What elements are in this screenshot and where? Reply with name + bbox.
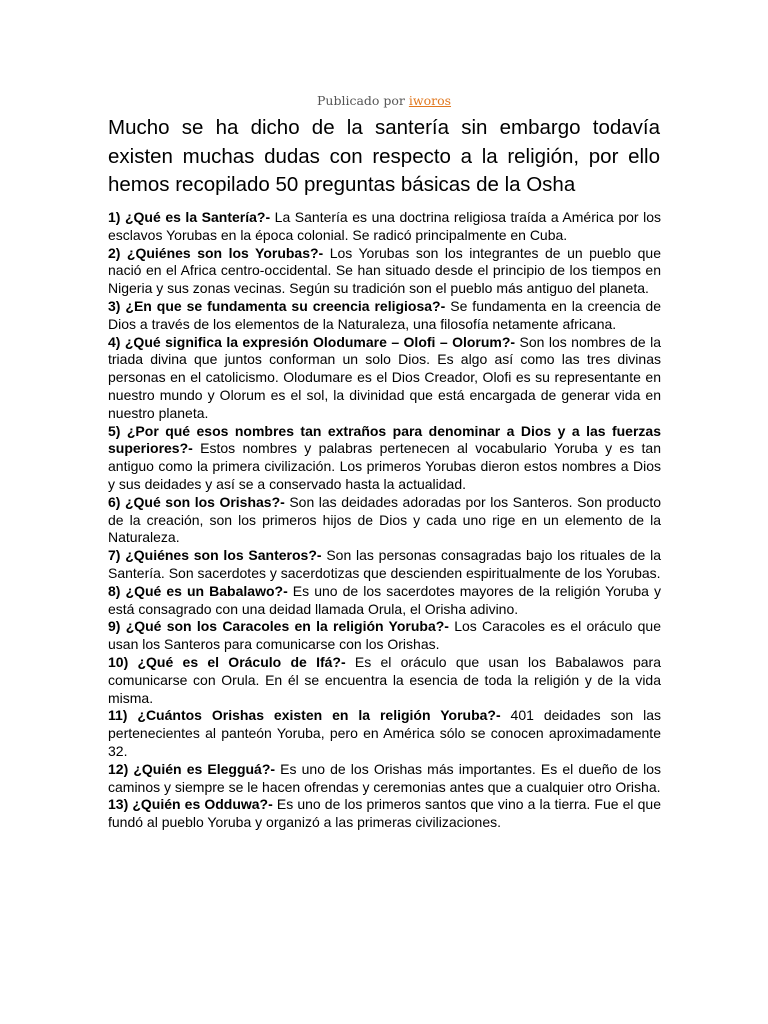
question-text: 8) ¿Qué es un Babalawo?- [108, 582, 288, 599]
question-text: 3) ¿En que se fundamenta su creencia religiosa?- [108, 297, 446, 314]
byline [0, 93, 768, 108]
answer-text: Es uno de los sacerdotes mayores de la religión Yoruba y está consagrado con una deidad llamada Orula, el Orisha adivino. [108, 582, 661, 617]
question-item [108, 547, 661, 583]
question-item [108, 583, 661, 619]
question-text: 5) ¿Por qué esos nombres tan extraños para denominar a Dios y a las fuerzas superiores?- [108, 422, 661, 457]
answer-text: Son las personas consagradas bajo los rituales de la Santería. Son sacerdotes y sacerdotizas que descienden espiritualmente de los Yorubas. [108, 547, 661, 581]
question-text: 13) ¿Quién es Odduwa?- [108, 796, 273, 813]
question-item [108, 761, 661, 797]
question-text: 11) ¿Cuántos Orishas existen en la religión Yoruba?- [108, 707, 501, 724]
question-text: 10) ¿Qué es el Oráculo de Ifá?- [108, 653, 346, 670]
question-item [108, 654, 661, 707]
question-item [108, 494, 661, 547]
answer-text: Los Caracoles es el oráculo que usan los Santeros para comunicarse con los Orishas. [108, 618, 661, 653]
answer-text: Es el oráculo que usan los Babalawos para comunicarse con Orula. En él se encuentra la esencia de toda la religión y de la vida misma. [108, 653, 661, 706]
answer-text: Es uno de los primeros santos que vino a la tierra. Fue el que fundó al pueblo Yoruba y organizó a las primeras civilizaciones. [108, 796, 661, 831]
author-link[interactable]: iworos [408, 93, 452, 108]
question-text: 7) ¿Quiénes son los Santeros?- [108, 547, 322, 564]
question-text: 4) ¿Qué significa la expresión Olodumare – Olofi – Olorum?- [108, 333, 516, 350]
question-text: 9) ¿Qué son los Caracoles en la religión Yoruba?- [108, 618, 449, 635]
answer-text: Estos nombres y palabras pertenecen al vocabulario Yoruba y es tan antiguo como la primera civilización. Los primeros Yorubas dieron estos nombres a Dios y sus deidades y así se a conservado hasta la actualidad. [108, 440, 661, 492]
answer-text: Se fundamenta en la creencia de Dios a través de los elementos de la Naturaleza, una filosofía netamente africana. [108, 297, 661, 332]
byline-prefix: Publicado por [316, 93, 409, 108]
question-item [108, 245, 661, 298]
question-item [108, 423, 661, 494]
question-item [108, 298, 661, 334]
question-text: 1) ¿Qué es la Santería?- [108, 209, 271, 225]
answer-text: Los Yorubas son los integrantes de un pueblo que nació en el Africa centro-occidental. Se han situado desde el principio de los tiempos en Nigeria y sus zonas vecinas. Según su tradición son el pueblo más antiguo del planeta. [108, 244, 661, 297]
article-title: Mucho se ha dicho de la santería sin embargo todavía existen muchas dudas con respecto a la religión, por ello hemos recopilado 50 preguntas básicas de la Osha [108, 116, 660, 196]
question-item [108, 618, 661, 654]
question-list [108, 209, 661, 832]
question-item [108, 334, 661, 423]
answer-text: Son los nombres de la triada divina que juntos conforman un solo Dios. Es algo así como las tres divinas personas en el catolicismo. Olodumare es el Dios Creador, Olofi es su representante en nuestro mundo y Olorum es el sol, la divinidad que está encargada de generar vida en nuestro planeta. [108, 333, 661, 421]
answer-text: Es uno de los Orishas más importantes. Es el dueño de los caminos y siempre se le hacen ofrendas y ceremonias antes que a cualquier otro Orisha. [108, 760, 661, 795]
question-text: 12) ¿Quién es Elegguá?- [108, 760, 276, 777]
question-text: 2) ¿Quiénes son los Yorubas?- [108, 244, 324, 261]
question-text: 6) ¿Qué son los Orishas?- [108, 493, 285, 510]
answer-text: 401 deidades son las pertenecientes al panteón Yoruba, pero en América sólo se conocen aproximadamente 32. [108, 707, 661, 759]
question-item [108, 707, 661, 760]
question-item [108, 796, 661, 832]
answer-text: La Santería es una doctrina religiosa traída a América por los esclavos Yorubas en la época colonial. Se radicó principalmente en Cuba. [108, 209, 661, 243]
question-item [108, 209, 661, 245]
answer-text: Son las deidades adoradas por los Santeros. Son producto de la creación, son los primeros hijos de Dios y cada uno rige en un elemento de la Naturaleza. [108, 493, 662, 546]
